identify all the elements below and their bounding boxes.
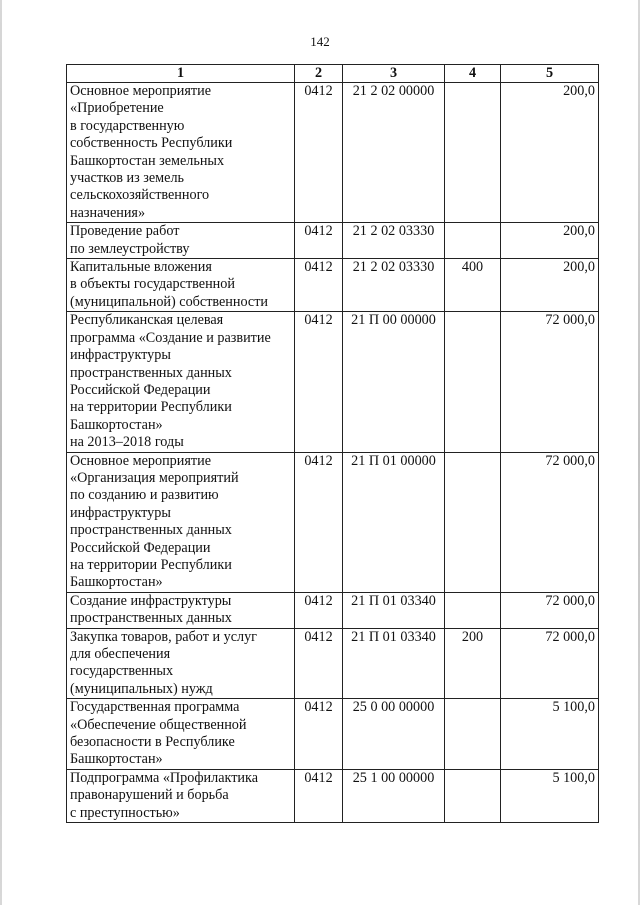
row-name-cell xyxy=(67,312,295,452)
row-name-line: инфраструктуры xyxy=(70,347,171,364)
row-name-line: сельскохозяйственного xyxy=(70,187,210,204)
budget-table xyxy=(66,64,599,823)
scan-edge-left xyxy=(0,0,2,905)
row-name-line: Республиканская целевая xyxy=(70,312,224,329)
row-name-line: Государственная программа xyxy=(70,699,240,716)
row-sum-cell: 72 000,0 xyxy=(501,452,599,592)
row-code-cell: 21 2 02 00000 xyxy=(343,83,445,223)
row-code-cell: 21 П 00 00000 xyxy=(343,312,445,452)
row-name-cell xyxy=(67,592,295,628)
row-expense-type-cell xyxy=(445,592,501,628)
row-name-line: (муниципальных) нужд xyxy=(70,680,213,697)
row-code-cell: 25 1 00 00000 xyxy=(343,769,445,822)
row-name-line: государственных xyxy=(70,663,174,680)
row-name-line: (муниципальной) собственности xyxy=(70,293,269,310)
row-code-cell: 25 0 00 00000 xyxy=(343,699,445,770)
row-name-cell xyxy=(67,259,295,312)
row-name-line: Башкортостан» xyxy=(70,751,163,768)
table-row xyxy=(67,259,599,312)
row-sum-cell: 5 100,0 xyxy=(501,769,599,822)
row-sum-cell: 5 100,0 xyxy=(501,699,599,770)
row-expense-type-cell xyxy=(445,312,501,452)
row-name-line: Проведение работ xyxy=(70,223,180,240)
row-name-line: пространственных данных xyxy=(70,610,232,627)
row-name-line: «Обеспечение общественной xyxy=(70,716,247,733)
row-sum-cell: 200,0 xyxy=(501,83,599,223)
row-name-cell xyxy=(67,452,295,592)
row-section-cell: 0412 xyxy=(295,223,343,259)
table-row xyxy=(67,452,599,592)
row-name-cell xyxy=(67,628,295,699)
header-col-3: 3 xyxy=(343,65,445,83)
row-code-cell: 21 П 01 03340 xyxy=(343,592,445,628)
row-name-line: Закупка товаров, работ и услуг xyxy=(70,628,257,645)
row-section-cell: 0412 xyxy=(295,312,343,452)
row-name-line: Создание инфраструктуры xyxy=(70,592,232,609)
table-row xyxy=(67,223,599,259)
row-expense-type-cell: 200 xyxy=(445,628,501,699)
row-name-line: для обеспечения xyxy=(70,646,171,662)
row-name-line: по созданию и развитию xyxy=(70,487,219,504)
row-name-line: инфраструктуры xyxy=(70,504,171,521)
row-sum-cell: 72 000,0 xyxy=(501,592,599,628)
table-row xyxy=(67,312,599,452)
row-name-line: Башкортостан земельных xyxy=(70,152,225,169)
header-col-4: 4 xyxy=(445,65,501,83)
row-name-cell xyxy=(67,83,295,223)
row-name-line: «Приобретение xyxy=(70,100,164,117)
header-col-5: 5 xyxy=(501,65,599,83)
row-name-line: на территории Республики xyxy=(70,399,232,416)
row-name-cell xyxy=(67,699,295,770)
row-name-cell xyxy=(67,223,295,259)
row-name-line: в объекты государственной xyxy=(70,276,235,293)
row-code-cell: 21 П 01 00000 xyxy=(343,452,445,592)
row-name-line: на 2013–2018 годы xyxy=(70,434,184,451)
table-row xyxy=(67,699,599,770)
row-code-cell: 21 П 01 03340 xyxy=(343,628,445,699)
row-name-line: назначения» xyxy=(70,204,146,221)
row-name-line: Башкортостан» xyxy=(70,574,163,591)
row-name-line: по землеустройству xyxy=(70,240,190,257)
row-name-line: Капитальные вложения xyxy=(70,259,212,276)
row-expense-type-cell xyxy=(445,83,501,223)
row-name-line: программа «Создание и развитие xyxy=(70,329,271,346)
row-name-line: Российской Федерации xyxy=(70,381,211,398)
row-sum-cell: 200,0 xyxy=(501,223,599,259)
row-sum-cell: 72 000,0 xyxy=(501,628,599,699)
table-row xyxy=(67,769,599,822)
row-expense-type-cell xyxy=(445,769,501,822)
row-section-cell: 0412 xyxy=(295,592,343,628)
table-row xyxy=(67,592,599,628)
header-col-2: 2 xyxy=(295,65,343,83)
table-row xyxy=(67,83,599,223)
row-name-line: безопасности в Республике xyxy=(70,734,235,751)
row-name-line: в государственную xyxy=(70,117,185,134)
table-row xyxy=(67,628,599,699)
row-expense-type-cell xyxy=(445,452,501,592)
row-section-cell: 0412 xyxy=(295,628,343,699)
row-code-cell: 21 2 02 03330 xyxy=(343,259,445,312)
row-name-line: правонарушений и борьба xyxy=(70,787,229,804)
row-sum-cell: 200,0 xyxy=(501,259,599,312)
row-name-line: пространственных данных xyxy=(70,364,232,381)
row-expense-type-cell xyxy=(445,699,501,770)
row-sum-cell: 72 000,0 xyxy=(501,312,599,452)
row-name-line: на территории Республики xyxy=(70,556,232,573)
row-name-line: Башкортостан» xyxy=(70,416,163,433)
row-name-line: пространственных данных xyxy=(70,522,232,539)
row-expense-type-cell xyxy=(445,223,501,259)
row-name-line: собственность Республики xyxy=(70,135,233,152)
row-name-line: Основное мероприятие xyxy=(70,452,211,469)
row-name-cell xyxy=(67,769,295,822)
row-section-cell: 0412 xyxy=(295,769,343,822)
row-expense-type-cell: 400 xyxy=(445,259,501,312)
row-name-line: Основное мероприятие xyxy=(70,83,211,99)
row-name-line: «Организация мероприятий xyxy=(70,469,239,486)
row-section-cell: 0412 xyxy=(295,259,343,312)
row-section-cell: 0412 xyxy=(295,699,343,770)
row-name-line: участков из земель xyxy=(70,170,185,187)
row-section-cell: 0412 xyxy=(295,452,343,592)
header-col-1: 1 xyxy=(67,65,295,83)
page-number: 142 xyxy=(310,34,330,49)
row-name-line: с преступностью» xyxy=(70,804,180,821)
row-section-cell: 0412 xyxy=(295,83,343,223)
row-name-line: Подпрограмма «Профилактика xyxy=(70,769,259,786)
row-name-line: Российской Федерации xyxy=(70,539,211,556)
table-header-row xyxy=(67,65,599,83)
table-body xyxy=(67,83,599,823)
row-code-cell: 21 2 02 03330 xyxy=(343,223,445,259)
